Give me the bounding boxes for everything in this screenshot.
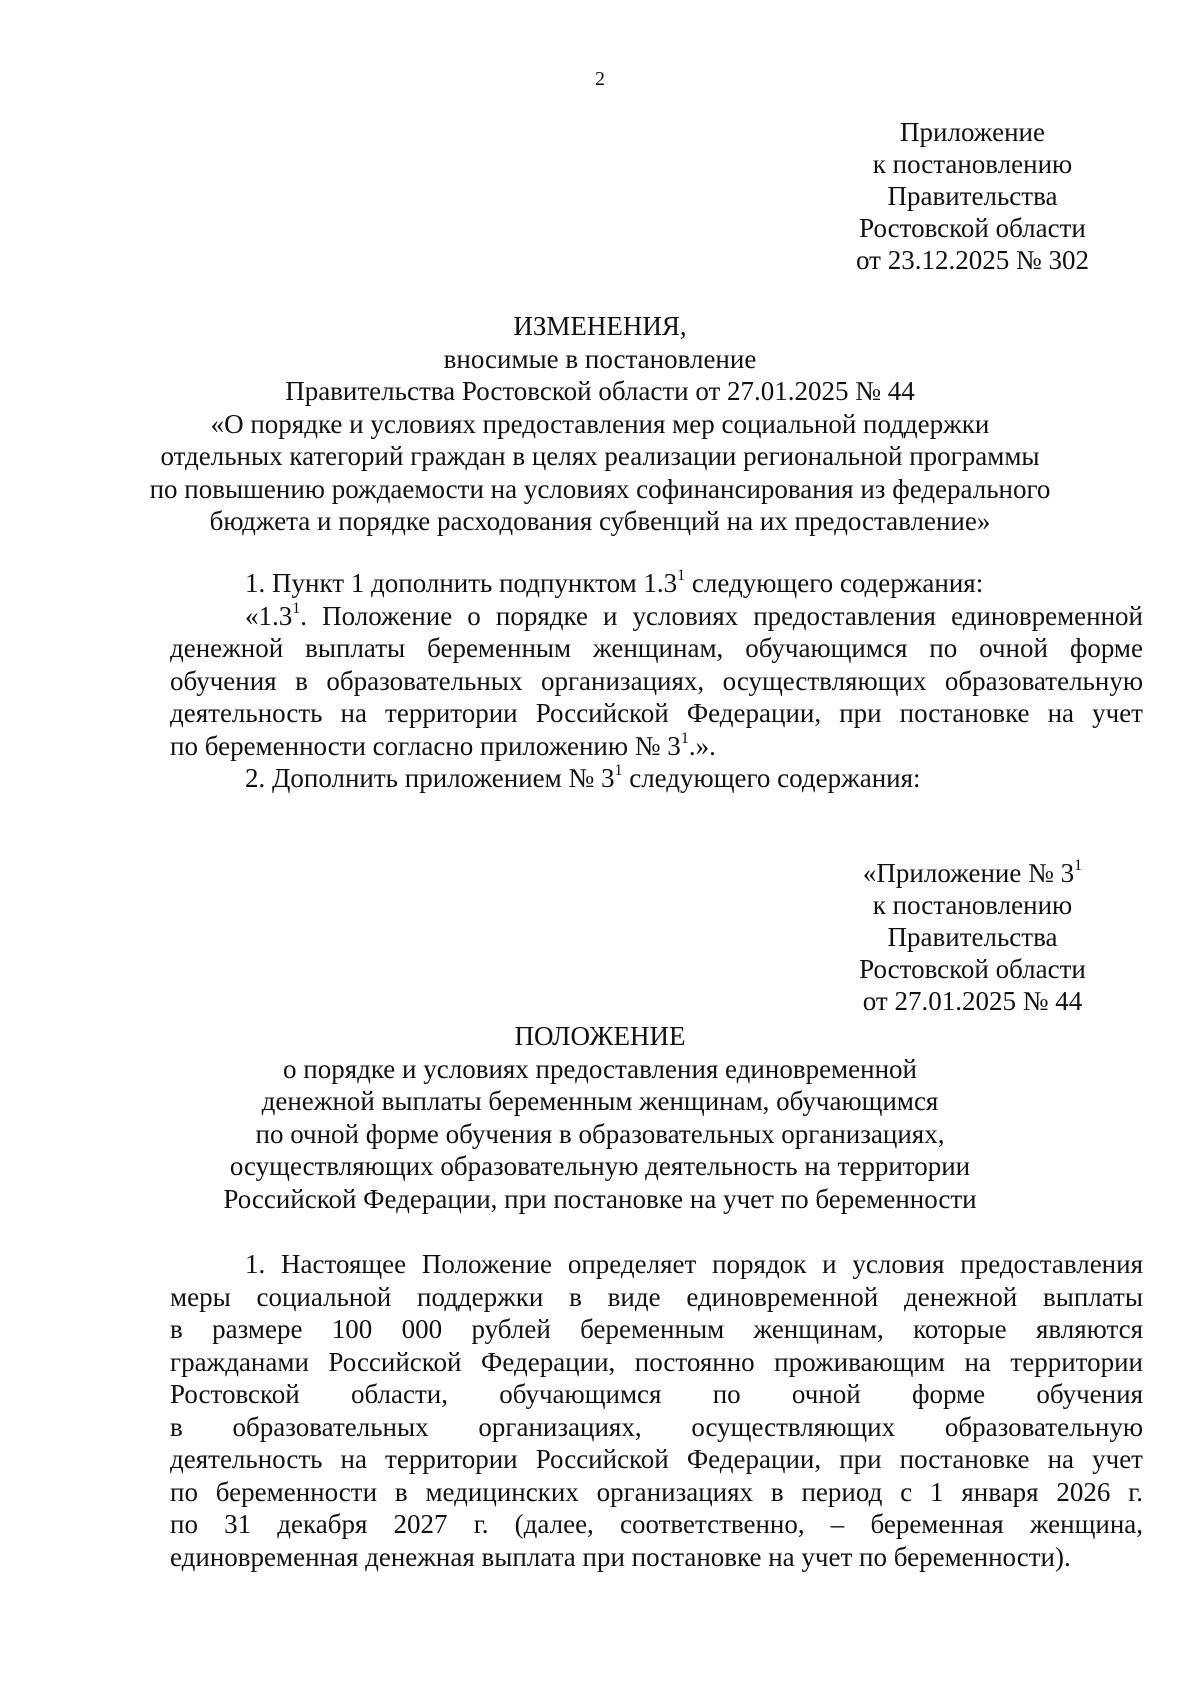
- approval-line: «Приложение № $3^1$: [862, 857, 1083, 888]
- point-2-text: 2. Дополнить приложением № $3^1$ следующего содержания:: [245, 762, 921, 793]
- regulation-heading: ПОЛОЖЕНИЕ: [514, 1021, 686, 1051]
- regulation-title-line: осуществляющих образовательную деятельность на территории: [229, 1151, 971, 1181]
- approval-line: Ростовской области: [859, 213, 1086, 243]
- regulation-paragraph-line: гражданами Российской Федерации, постоянно проживающим на территории: [170, 1346, 1143, 1377]
- changes-title-line: по повышению рождаемости на условиях софинансирования из федерального: [149, 473, 1051, 504]
- regulation-title-line: по очной форме обучения в образовательных организациях,: [255, 1118, 945, 1149]
- point-1-quote-line: деятельность на территории Российской Федерации, при постановке на учет: [170, 698, 1143, 728]
- regulation-title-line: денежной выплаты беременным женщинам, обучающимся: [261, 1086, 939, 1116]
- changes-heading: ИЗМЕНЕНИЯ,: [513, 311, 687, 341]
- changes-title-line: бюджета и порядке расходования субвенций на их предоставление»: [209, 506, 991, 536]
- regulation-paragraph-line: деятельность на территории Российской Федерации, при постановке на учет: [170, 1444, 1143, 1474]
- page-number: 2: [595, 68, 605, 90]
- changes-title-line: отдельных категорий граждан в целях реализации региональной программы: [160, 441, 1040, 471]
- point-1-intro: 1. Пункт 1 дополнить подпунктом $1.3^1$ следующего содержания:: [245, 567, 984, 598]
- regulation-paragraph-line: в размере 100 000 рублей беременным женщинам, которые являются: [170, 1314, 1143, 1344]
- regulation-paragraph-line: меры социальной поддержки в виде единовременной денежной выплаты: [170, 1281, 1143, 1312]
- approval-line: Правительства: [887, 181, 1058, 211]
- regulation-paragraph-line: Ростовской области, обучающимся по очной форме обучения: [170, 1379, 1143, 1409]
- approval-line: Ростовской области: [859, 954, 1086, 984]
- point-1-quote-line: обучения в образовательных организациях, осуществляющих образовательную: [170, 665, 1143, 696]
- approval-line: Правительства: [887, 922, 1058, 952]
- regulation-body: [170, 1248, 1143, 1573]
- regulation-paragraph-line: по 31 декабря 2027 г. (далее, соответственно, – беременная женщина,: [170, 1509, 1143, 1539]
- regulation-title-line: о порядке и условиях предоставления единовременной: [283, 1053, 917, 1084]
- approval-block-resolution-302: [795, 116, 1150, 276]
- changes-body: [170, 567, 1143, 795]
- regulation-title: [0, 1020, 1200, 1215]
- regulation-paragraph-line: в образовательных организациях, осуществляющих образовательную: [170, 1411, 1143, 1442]
- approval-line: от 27.01.2025 № 44: [862, 986, 1083, 1016]
- changes-title: [0, 310, 1200, 538]
- changes-title-line: «О порядке и условиях предоставления мер социальной поддержки: [210, 408, 990, 439]
- point-1-quote-first-line: «$1.3^1$. Положение о порядке и условиях предоставления единовременной: [245, 599, 1143, 631]
- approval-line: к постановлению: [872, 149, 1073, 179]
- approval-line: к постановлению: [872, 890, 1073, 920]
- regulation-paragraph-line: по беременности в медицинских организациях в период с 1 января 2026 г.: [170, 1476, 1143, 1507]
- regulation-title-line: Российской Федерации, при постановке на учет по беременности: [223, 1183, 977, 1214]
- regulation-paragraph-line: 1. Настоящее Положение определяет порядок и условия предоставления: [245, 1249, 1143, 1279]
- point-1-quote-last-line: по беременности согласно приложению № $3^1$.».: [170, 729, 716, 761]
- approval-line: Приложение: [900, 117, 1045, 147]
- approval-block-appendix-3-1: [795, 857, 1150, 1017]
- changes-title-line: Правительства Ростовской области от 27.01.2025 № 44: [285, 376, 915, 406]
- regulation-paragraph-last-line: единовременная денежная выплата при постановке на учет по беременности).: [170, 1541, 1071, 1572]
- point-1-quote-line: денежной выплаты беременным женщинам, обучающимся по очной форме: [170, 633, 1143, 663]
- changes-title-line: вносимые в постановление: [443, 343, 757, 374]
- approval-line: от 23.12.2025 № 302: [856, 245, 1089, 275]
